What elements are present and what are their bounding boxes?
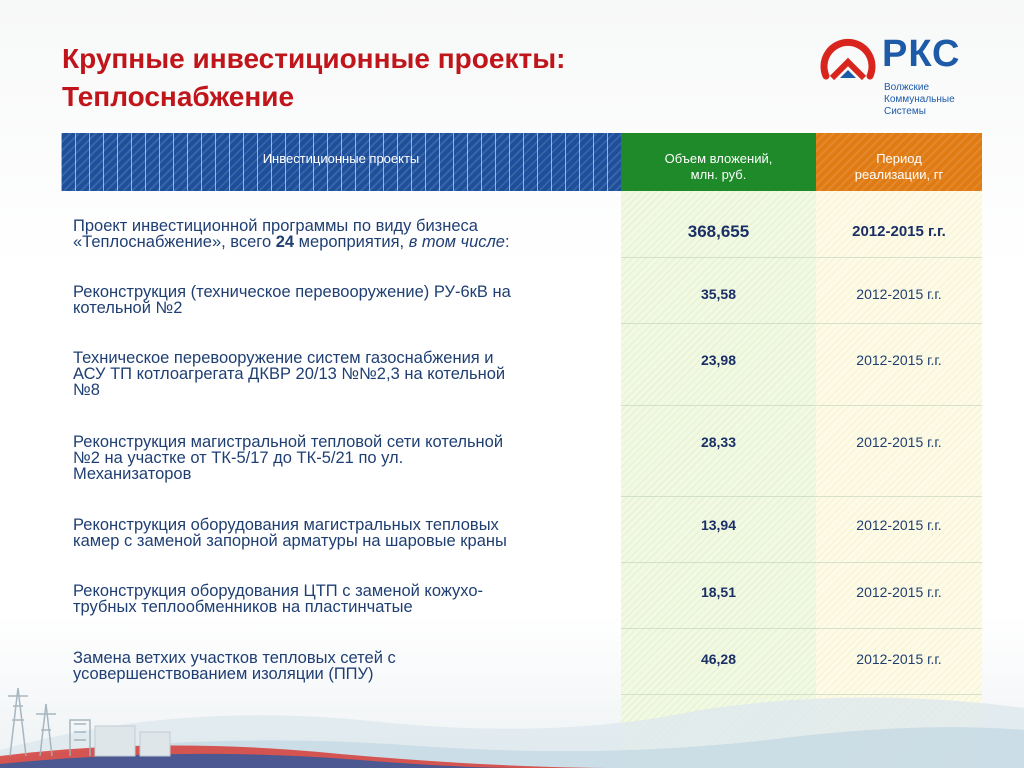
- row-5-line-1: Реконструкция оборудования ЦТП с заменой кожухо-: [73, 582, 484, 600]
- header-period-line-2: реализации, гг: [854, 167, 944, 182]
- row-3-description: [73, 434, 608, 482]
- header-period: [816, 133, 982, 191]
- row-1-amount: 35,58: [700, 286, 737, 302]
- logo-subtitle-line-1: Волжские: [884, 82, 930, 93]
- row-4-amount: 13,94: [700, 517, 737, 533]
- row-divider: [621, 562, 982, 563]
- row-4-description: [73, 517, 608, 549]
- total-row-count: 24: [275, 233, 295, 251]
- total-row-amount: 368,655: [687, 222, 750, 241]
- header-projects: [61, 133, 621, 191]
- logo-subtitle-line-2: Коммунальные: [884, 94, 955, 105]
- row-2-line-1: Техническое перевооружение систем газоснабжения и: [73, 349, 494, 367]
- total-row-text-a: «Теплоснабжение», всего: [73, 233, 276, 251]
- page-title-line-2: Теплоснабжение: [62, 81, 295, 112]
- row-5-line-2: трубных теплообменников на пластинчатые: [73, 598, 413, 616]
- company-logo: [818, 32, 988, 122]
- row-2-line-3: №8: [73, 381, 100, 399]
- row-3-line-2: №2 на участке от ТК-5/17 до ТК-5/21 по ул.: [73, 449, 404, 467]
- total-row-text-c: мероприятия,: [294, 233, 409, 251]
- row-6-line-1: Замена ветхих участков тепловых сетей с: [73, 649, 396, 667]
- total-row-period: 2012-2015 г.г.: [852, 223, 946, 240]
- row-1-line-1: Реконструкция (техническое перевооружение) РУ-6кВ на: [73, 283, 511, 301]
- row-1-period: 2012-2015 г.г.: [856, 286, 942, 302]
- row-4-period: 2012-2015 г.г.: [856, 517, 942, 533]
- total-row-text-e: :: [504, 233, 510, 251]
- landscape-decoration: [0, 660, 1024, 768]
- row-3-period: 2012-2015 г.г.: [856, 434, 942, 450]
- total-row-text-d: в том числе: [408, 233, 505, 251]
- row-divider: [621, 405, 982, 406]
- total-row-line-2: [73, 234, 608, 250]
- row-1-line-2: котельной №2: [73, 299, 183, 317]
- row-1-description: [73, 284, 608, 316]
- row-divider: [621, 257, 982, 258]
- row-6-line-2: усовершенствованием изоляции (ППУ): [73, 665, 374, 683]
- row-2-amount: 23,98: [700, 352, 737, 368]
- header-amount: [621, 133, 816, 191]
- logo-subtitle-line-3: Системы: [884, 106, 926, 117]
- row-divider: [621, 628, 982, 629]
- logo-name: РКС: [882, 33, 961, 75]
- row-3-amount: 28,33: [700, 434, 737, 450]
- header-amount-line-1: Объем вложений,: [664, 151, 773, 166]
- row-divider: [621, 323, 982, 324]
- page-title: [62, 40, 565, 116]
- row-5-description: [73, 583, 608, 615]
- row-6-amount: 46,28: [700, 651, 737, 667]
- row-divider: [621, 496, 982, 497]
- house-arc-logo-icon: [818, 32, 878, 94]
- row-2-description: [73, 350, 608, 398]
- header-period-line-1: Период: [876, 151, 922, 166]
- row-2-period: 2012-2015 г.г.: [856, 352, 942, 368]
- row-4-line-2: камер с заменой запорной арматуры на шаровые краны: [73, 532, 507, 550]
- total-row-line-1: Проект инвестиционной программы по виду бизнеса: [73, 217, 478, 235]
- row-5-period: 2012-2015 г.г.: [856, 584, 942, 600]
- row-6-period: 2012-2015 г.г.: [856, 651, 942, 667]
- total-row-description: [73, 218, 608, 250]
- row-5-amount: 18,51: [700, 584, 737, 600]
- header-projects-label: Инвестиционные проекты: [262, 151, 420, 166]
- page-title-line-1: Крупные инвестиционные проекты:: [62, 43, 566, 74]
- row-3-line-3: Механизаторов: [73, 465, 192, 483]
- row-3-line-1: Реконструкция магистральной тепловой сети котельной: [73, 433, 504, 451]
- row-2-line-2: АСУ ТП котлоагрегата ДКВР 20/13 №№2,3 на котельной: [73, 365, 506, 383]
- row-4-line-1: Реконструкция оборудования магистральных тепловых: [73, 516, 499, 534]
- header-amount-line-2: млн. руб.: [690, 167, 747, 182]
